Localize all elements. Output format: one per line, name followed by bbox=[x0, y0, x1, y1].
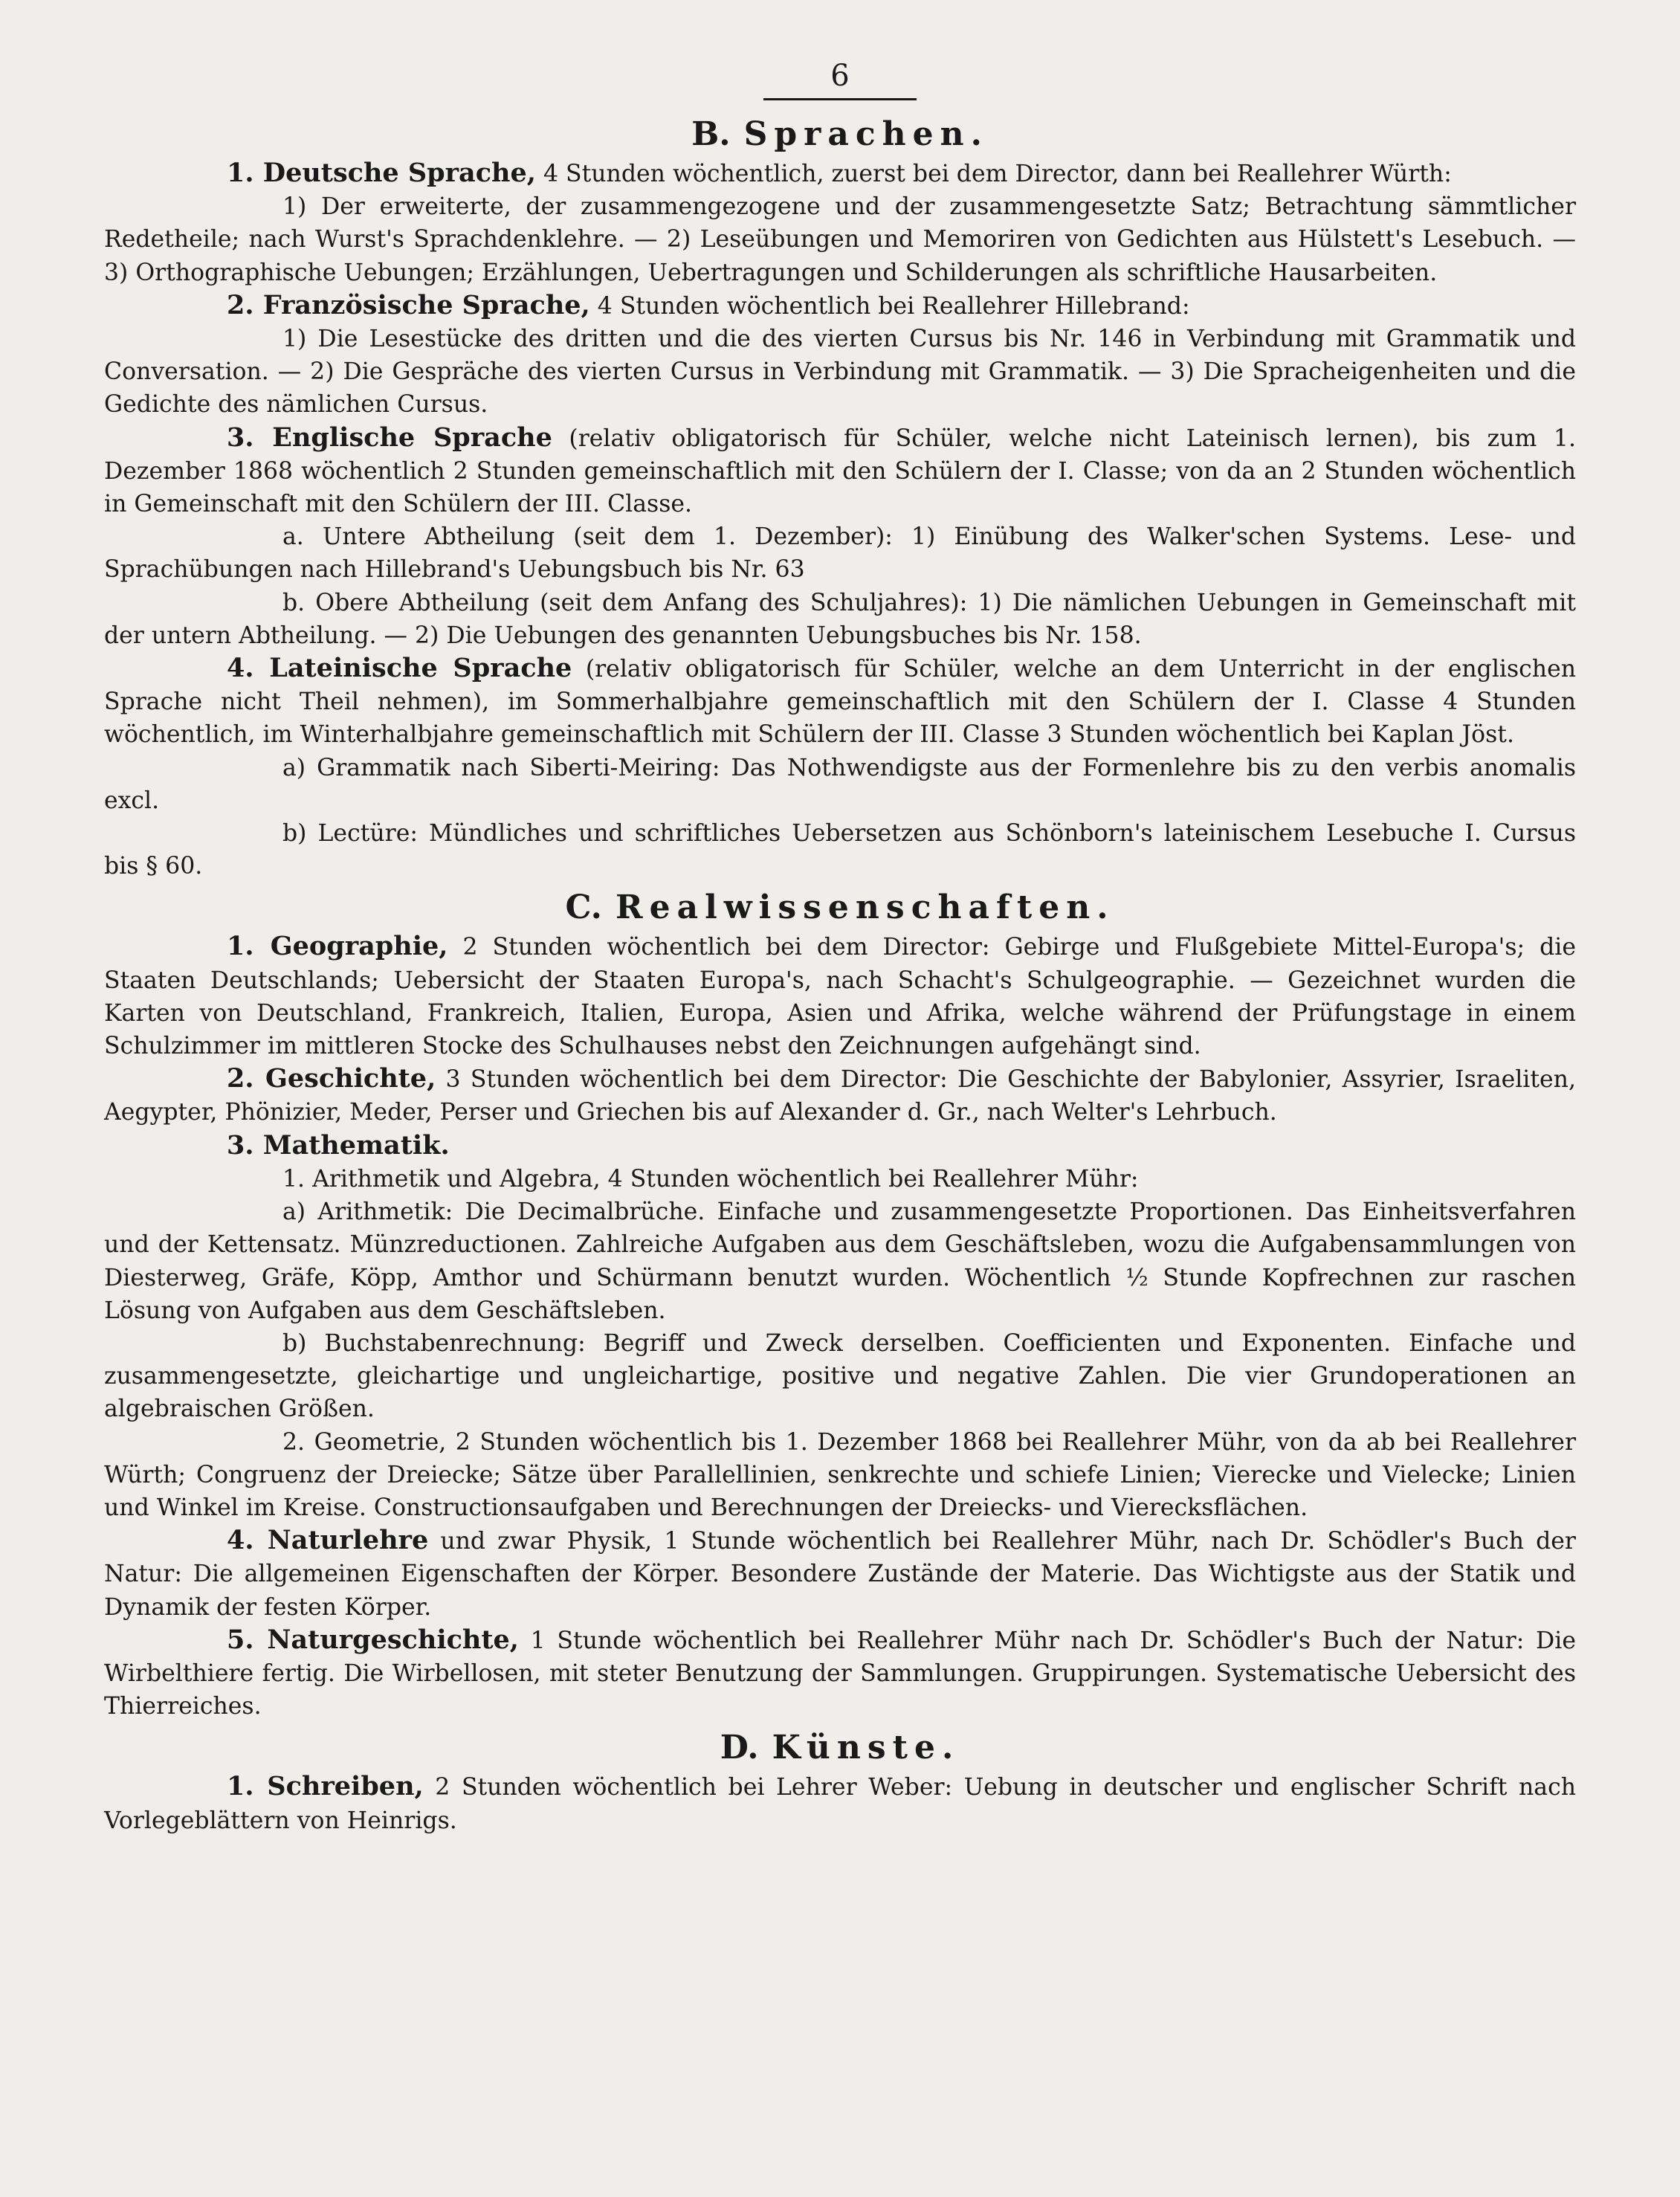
subject-heading: 1. Schreiben, bbox=[227, 1771, 424, 1802]
paragraph-deutsche-details bbox=[104, 190, 1576, 289]
subject-heading: 2. Geschichte, bbox=[227, 1063, 436, 1094]
paragraph-text: 1) Der erweiterte, der zusammengezogene und der zusammengesetzte Satz; Betrachtung sämmtlicher Redetheile; nach Wurst's Sprachdenklehre. — 2) Leseübungen und Memoriren von Gedichten aus Hülstett's Lesebuch. — 3) Orthographische Uebungen; Erzählungen, Uebertragungen und Schilderungen als schriftliche Hausarbeiten. bbox=[104, 193, 1576, 286]
section-letter: D. bbox=[720, 1729, 759, 1767]
paragraph-arithmetik bbox=[104, 1196, 1576, 1327]
subject-heading: 4. Lateinische Sprache bbox=[227, 653, 572, 684]
paragraph-naturgeschichte bbox=[104, 1624, 1576, 1723]
paragraph-mathematik bbox=[104, 1129, 1576, 1163]
section-title: Sprachen. bbox=[743, 115, 989, 153]
subject-heading: 3. Englische Sprache bbox=[227, 422, 552, 453]
subject-heading: 4. Naturlehre bbox=[227, 1525, 429, 1556]
subject-heading: 1. Deutsche Sprache, bbox=[227, 158, 536, 188]
paragraph-lateinische-lectuere bbox=[104, 817, 1576, 883]
paragraph-text: 1 Stunde wöchentlich bei Reallehrer Mühr nach Dr. Schödler's Buch der Natur: Die Wirbelthiere fertig. Die Wirbellosen, mit steter Benutzung der Sammlungen. Gruppirungen. Systematische Uebersicht des Thierreiches. bbox=[104, 1627, 1576, 1720]
paragraph-deutsche-sprache bbox=[104, 157, 1576, 190]
paragraph-text: 1. Arithmetik und Algebra, 4 Stunden wöchentlich bei Reallehrer Mühr: bbox=[282, 1165, 1139, 1193]
subject-heading: 2. Französische Sprache, bbox=[227, 289, 590, 320]
paragraph-geographie bbox=[104, 930, 1576, 1062]
paragraph-text: (relativ obligatorisch für Schüler, welche nicht Lateinisch lernen), bis zum 1. Dezember 1868 wöchentlich 2 Stunden gemeinschaftlich mit den Schülern der I. Classe; von da an 2 Stunden wöchentlich in Gemeinschaft mit den Schülern der III. Classe. bbox=[104, 425, 1576, 518]
paragraph-text: (relativ obligatorisch für Schüler, welche an dem Unterricht in der englischen Sprache nicht Theil nehmen), im Sommerhalbjahre gemeinschaftlich mit den Schülern der I. Classe 4 Stunden wöchentlich, im Winterhalbjahre gemeinschaftlich mit Schülern der III. Classe 3 Stunden wöchentlich bei Kaplan Jöst. bbox=[104, 656, 1577, 749]
paragraph-englische-sprache bbox=[104, 422, 1576, 521]
paragraph-geometrie bbox=[104, 1426, 1576, 1525]
paragraph-geschichte bbox=[104, 1062, 1576, 1129]
paragraph-lateinische-sprache bbox=[104, 652, 1576, 752]
paragraph-text: a) Arithmetik: Die Decimalbrüche. Einfache und zusammengesetzte Proportionen. Das Einheitsverfahren und der Kettensatz. Münzreductionen. Zahlreiche Aufgaben aus dem Geschäftsleben, wozu die Aufgabensammlungen von Diesterweg, Gräfe, Köpp, Amthor und Schürmann benutzt wurden. Wöchentlich ½ Stunde Kopfrechnen zur raschen Lösung von Aufgaben aus dem Geschäftsleben. bbox=[104, 1198, 1576, 1324]
paragraph-text: 4 Stunden wöchentlich bei Reallehrer Hillebrand: bbox=[589, 292, 1190, 320]
paragraph-text: b) Buchstabenrechnung: Begriff und Zweck derselben. Coefficienten und Exponenten. Einfache und zusammengesetzte, gleichartige und ungleichartige, positive und negative Zahlen. Die vier Grundoperationen an algebraischen Größen. bbox=[104, 1329, 1576, 1423]
page-number-rule bbox=[763, 98, 917, 100]
section-heading-b bbox=[104, 112, 1576, 157]
paragraph-buchstabenrechnung bbox=[104, 1327, 1576, 1426]
paragraph-text: a) Grammatik nach Siberti-Meiring: Das Nothwendigste aus der Formenlehre bis zu den verbis anomalis excl. bbox=[104, 754, 1576, 814]
subject-heading: 3. Mathematik. bbox=[227, 1129, 450, 1161]
paragraph-franzoesische-details bbox=[104, 323, 1576, 422]
paragraph-text: 2. Geometrie, 2 Stunden wöchentlich bis 1. Dezember 1868 bei Reallehrer Mühr, von da ab bei Reallehrer Würth; Congruenz der Dreiecke; Sätze über Parallellinien, senkrechte und schiefe Linien; Vierecke und Vielecke; Linien und Winkel im Kreise. Constructionsaufgaben und Berechnungen der Dreiecks- und Vierecksflächen. bbox=[104, 1428, 1576, 1521]
paragraph-franzoesische-sprache bbox=[104, 289, 1576, 323]
paragraph-lateinische-grammatik bbox=[104, 752, 1576, 817]
subject-heading: 1. Geographie, bbox=[227, 931, 448, 962]
section-title: Realwissenschaften. bbox=[616, 888, 1115, 927]
paragraph-arithmetik-algebra bbox=[104, 1163, 1576, 1196]
section-title: Künste. bbox=[772, 1729, 960, 1767]
section-letter: B. bbox=[691, 115, 731, 153]
paragraph-text: 3 Stunden wöchentlich bei dem Director: Die Geschichte der Babylonier, Assyrier, Israeliten, Aegypter, Phönizier, Meder, Perser und Griechen bis auf Alexander d. Gr., nach Welter's Lehrbuch. bbox=[104, 1066, 1576, 1126]
paragraph-englische-untere bbox=[104, 520, 1576, 586]
paragraph-schreiben bbox=[104, 1770, 1576, 1836]
paragraph-text: 2 Stunden wöchentlich bei dem Director: Gebirge und Flußgebiete Mittel-Europa's; die Staaten Deutschlands; Uebersicht der Staaten Europa's, nach Schacht's Schulgeographie. — Gezeichnet wurden die Karten von Deutschland, Frankreich, Italien, Europa, Asien und Afrika, welche während der Prüfungstage in einem Schulzimmer im mittleren Stocke des Schulhauses nebst den Zeichnungen aufgehängt sind. bbox=[104, 934, 1576, 1060]
section-letter: C. bbox=[565, 888, 603, 927]
paragraph-naturlehre bbox=[104, 1524, 1576, 1624]
section-heading-c bbox=[104, 885, 1576, 930]
paragraph-text: a. Untere Abtheilung (seit dem 1. Dezember): 1) Einübung des Walker'schen Systems. Lese- und Sprachübungen nach Hillebrand's Uebungsbuch bis Nr. 63 bbox=[104, 523, 1576, 584]
paragraph-text: 1) Die Lesestücke des dritten und die des vierten Cursus bis Nr. 146 in Verbindung mit Grammatik und Conversation. — 2) Die Gespräche des vierten Cursus in Verbindung mit Grammatik. — 3) Die Spracheigenheiten und die Gedichte des nämlichen Cursus. bbox=[104, 326, 1576, 419]
section-heading-d bbox=[104, 1726, 1576, 1770]
subject-heading: 5. Naturgeschichte, bbox=[227, 1624, 519, 1655]
paragraph-text: b. Obere Abtheilung (seit dem Anfang des Schuljahres): 1) Die nämlichen Uebungen in Gemeinschaft mit der untern Abtheilung. — 2) Die Uebungen des genannten Uebungsbuches bis Nr. 158. bbox=[104, 589, 1576, 649]
paragraph-text: b) Lectüre: Mündliches und schriftliches Uebersetzen aus Schönborn's lateinischem Lesebuche I. Cursus bis § 60. bbox=[104, 820, 1576, 880]
paragraph-text: 2 Stunden wöchentlich bei Lehrer Weber: Uebung in deutscher und englischer Schrift nach Vorlegeblättern von Heinrigs. bbox=[104, 1774, 1576, 1834]
paragraph-englische-obere bbox=[104, 587, 1576, 652]
paragraph-text: und zwar Physik, 1 Stunde wöchentlich bei Reallehrer Mühr, nach Dr. Schödler's Buch der Natur: Die allgemeinen Eigenschaften der Körper. Besondere Zustände der Materie. Das Wichtigste aus der Statik und Dynamik der festen Körper. bbox=[104, 1528, 1576, 1621]
paragraph-text: 4 Stunden wöchentlich, zuerst bei dem Director, dann bei Reallehrer Würth: bbox=[535, 161, 1452, 187]
page-number: 6 bbox=[830, 59, 850, 93]
